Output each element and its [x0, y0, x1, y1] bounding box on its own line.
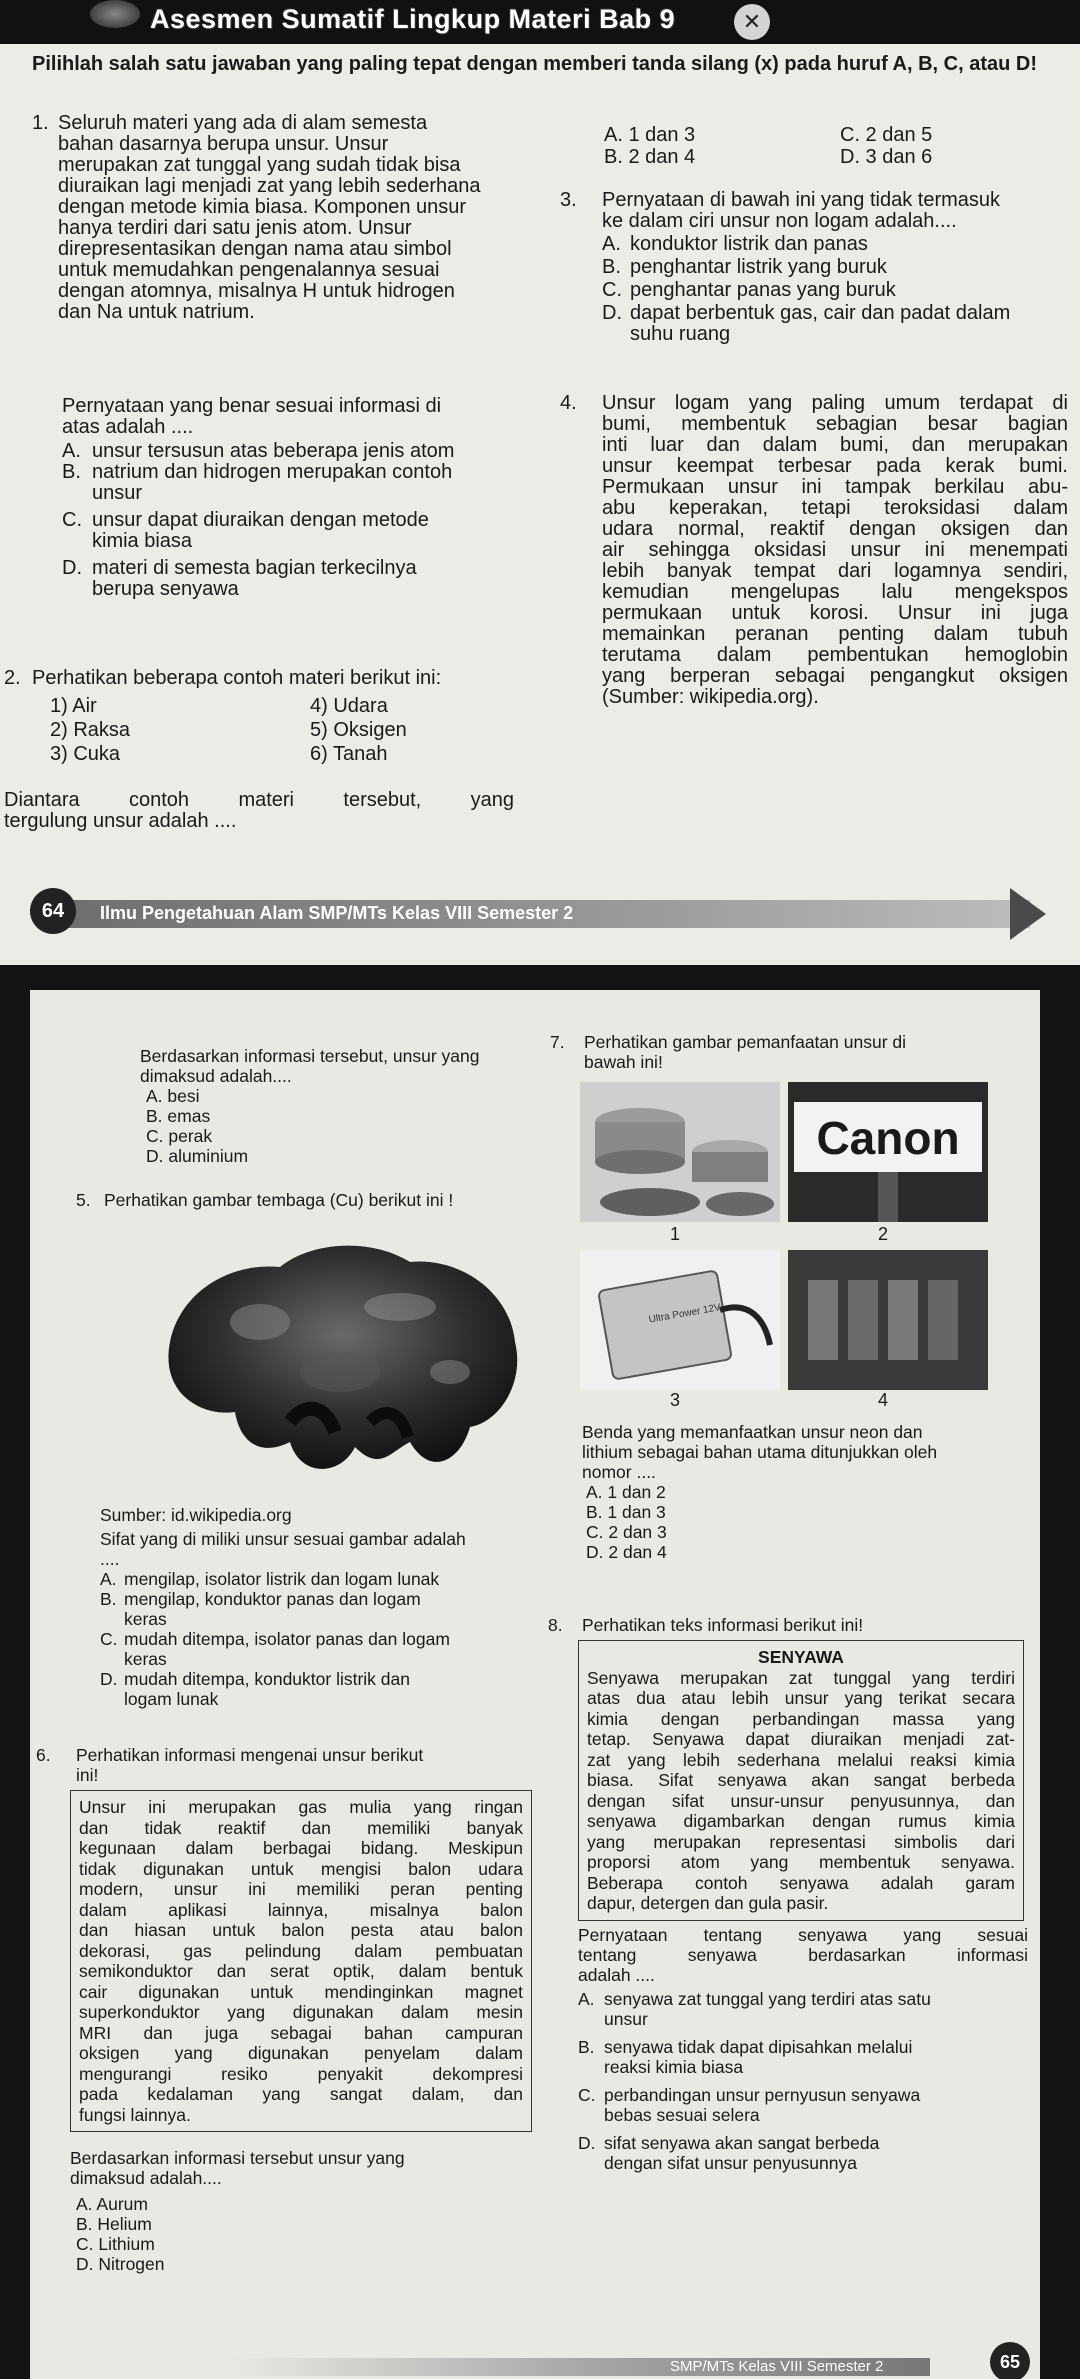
cookware-image [580, 1082, 780, 1222]
q6-box-line: mengurangi resiko penyakit dekompresi [79, 2063, 523, 2084]
q1-prompt: Pernyataan yang benar sesuai informasi di [62, 395, 442, 417]
option-c[interactable]: C. unsur dapat diuraikan dengan metode [62, 509, 429, 531]
q6-prompt: Berdasarkan informasi tersebut unsur yang [70, 2148, 405, 2168]
q4-line: memainkan peranan penting dalam tubuh [602, 623, 1068, 645]
option-c[interactable]: C. 2 dan 3 [586, 1522, 667, 1542]
q1-line: direpresentasikan dengan nama atau simbol [58, 238, 452, 260]
q8-prompt: adalah .... [578, 1965, 655, 1985]
q3-stem: Pernyataan di bawah ini yang tidak termasuk [602, 189, 1001, 211]
option-d[interactable]: D. sifat senyawa akan sangat berbeda [578, 2133, 880, 2153]
option-b-cont: reaksi kimia biasa [604, 2057, 744, 2077]
q1-line: bahan dasarnya berupa unsur. Unsur [58, 133, 389, 155]
q7-photo-grid [580, 1082, 990, 1412]
q4-line: udara normal, reaktif dengan oksigen dan [602, 518, 1068, 540]
page-number: 64 [30, 888, 76, 934]
copper-nugget-image [140, 1222, 540, 1487]
q7-body [582, 1422, 1032, 1562]
q8-body [578, 1925, 1028, 2173]
q3-stem: ke dalam ciri unsur non logam adalah.... [602, 210, 957, 232]
option-b[interactable]: B. mengilap, konduktor panas dan logam [100, 1589, 421, 1609]
instructions: Pilihlah salah satu jawaban yang paling tepat dengan memberi tanda silang (x) pada huruf A, B, C, atau D! [32, 53, 1037, 75]
q6-info-box [70, 1790, 532, 2132]
option-d[interactable]: D. aluminium [146, 1146, 249, 1166]
page-64 [0, 0, 1080, 965]
page-number: 65 [990, 2342, 1030, 2379]
q1-line: dengan metode kimia biasa. Komponen unsur [58, 196, 467, 218]
question-8 [548, 1615, 1028, 1635]
chapter-logo-icon [90, 0, 140, 28]
q4-line: Unsur logam yang paling umum terdapat di [602, 392, 1068, 414]
q2-items [50, 696, 480, 765]
option-d-cont: logam lunak [124, 1689, 219, 1709]
q2-stem: Perhatikan beberapa contoh materi berikut ini: [32, 667, 442, 689]
q1-line: Seluruh materi yang ada di alam semesta [58, 112, 428, 134]
q6-body [70, 2148, 540, 2274]
q1-options [62, 441, 542, 600]
option-d[interactable]: D. 2 dan 4 [586, 1542, 667, 1562]
q8-box-line: Senyawa merupakan zat tunggal yang terdiri [587, 1667, 1015, 1688]
question-number: 8. [548, 1615, 563, 1635]
q8-box-line: dapur, detergen dan gula pasir. [587, 1893, 829, 1913]
q8-box-line: atas dua atau lebih unsur yang terikat secara [587, 1688, 1015, 1708]
q6-box-line: dan tidak reaktif dan memiliki banyak [79, 1817, 523, 1838]
title-banner [0, 0, 1080, 44]
answer-option[interactable]: B. 2 dan 4 [604, 146, 696, 168]
neon-sign-image [788, 1082, 988, 1222]
q8-box-line: kimia dengan perbandingan massa yang [587, 1708, 1015, 1729]
q8-box-line: tetap. Senyawa dapat diuraikan menjadi zat- [587, 1729, 1015, 1749]
q2-item: 4) Udara [310, 695, 388, 717]
question-number: 6. [36, 1745, 51, 1765]
battery-label: Ultra Power 12V [647, 1302, 722, 1326]
option-c-cont: bebas sesuai selera [604, 2105, 760, 2125]
q8-stem: Perhatikan teks informasi berikut ini! [582, 1615, 864, 1635]
q1-line: dengan atomnya, misalnya H untuk hidrogen [58, 280, 455, 302]
q5-body [100, 1505, 570, 1709]
option-c[interactable]: C. penghantar panas yang buruk [602, 279, 896, 301]
q4-line: inti luar dan dalam bumi, dan merupakan [602, 434, 1068, 456]
question-6 [36, 1745, 536, 1785]
option-d-cont: dengan sifat unsur penyusunnya [604, 2153, 857, 2173]
q6-prompt: dimaksud adalah.... [70, 2168, 222, 2188]
option-d-cont: suhu ruang [630, 323, 731, 345]
question-number: 3. [560, 189, 577, 211]
option-a[interactable]: A. 1 dan 2 [586, 1482, 666, 1502]
q2-item: 3) Cuka [50, 743, 121, 765]
q2-item: 2) Raksa [50, 719, 131, 741]
q7-prompt: Benda yang memanfaatkan unsur neon dan [582, 1422, 923, 1442]
q4-line: unsur keempat terbesar pada kerak bumi. [602, 455, 1068, 477]
q8-prompt: tentang senyawa berdasarkan informasi [578, 1945, 1028, 1965]
q8-box-line: biasa. Sifat senyawa akan sangat berbeda [587, 1770, 1015, 1790]
option-b[interactable]: B. emas [146, 1106, 211, 1126]
tubes-image [788, 1250, 988, 1390]
question-number: 1. [32, 112, 49, 134]
page-64-footer [0, 878, 1080, 938]
q8-prompt: Pernyataan tentang senyawa yang sesuai [578, 1925, 1028, 1945]
q2-item: 5) Oksigen [310, 719, 407, 741]
question-7 [550, 1032, 1030, 1072]
q6-box-line: fungsi lainnya. [79, 2104, 191, 2125]
option-d[interactable]: D. materi di semesta bagian terkecilnya [62, 557, 417, 579]
q8-info-box [578, 1640, 1024, 1921]
option-a[interactable]: A. senyawa zat tunggal yang terdiri atas satu [578, 1989, 931, 2009]
q4-line: lebih banyak tempat dari logamnya sendiri, [602, 560, 1068, 582]
photo-label: 3 [669, 1390, 680, 1410]
q8-box-line: dengan sifat unsur-unsur penyusunnya, dan [587, 1790, 1015, 1811]
q6-box-line: dalam aplikasi lainnya, misalnya balon [79, 1899, 523, 1920]
battery-image [580, 1250, 780, 1390]
answer-option[interactable]: C. 2 dan 5 [840, 124, 933, 146]
q2-prompt: Diantara contoh materi tersebut, yang [4, 789, 514, 811]
photo-label: 1 [669, 1224, 680, 1244]
answer-option[interactable]: A. 1 dan 3 [604, 124, 696, 146]
page-title: Asesmen Sumatif Lingkup Materi Bab 9 [150, 4, 676, 34]
q7-prompt: lithium sebagai bahan utama ditunjukkan oleh [582, 1442, 938, 1462]
q4-line: terutama dalam pembentukan hemoglobin [602, 644, 1068, 666]
q8-box-line: proporsi atom yang membentuk senyawa. [587, 1852, 1015, 1872]
q6-box-line: semikonduktor dan serat optik, dalam bentuk [79, 1961, 523, 1981]
answer-option[interactable]: D. 3 dan 6 [840, 146, 933, 168]
q4-line: Permukaan unsur ini tampak berkilau abu- [602, 476, 1068, 498]
q6-stem: ini! [76, 1765, 99, 1785]
option-c[interactable]: C. perbandingan unsur pernyusun senyawa [578, 2085, 921, 2105]
footer-text: SMP/MTs Kelas VIII Semester 2 [670, 2358, 884, 2375]
q5-stem: Perhatikan gambar tembaga (Cu) berikut ini ! [104, 1190, 454, 1210]
q5-prompt: Sifat yang di miliki unsur sesuai gambar adalah [100, 1529, 466, 1549]
question-number: 7. [550, 1032, 565, 1052]
q6-box-line: superkonduktor yang digunakan dalam mesin [79, 2002, 523, 2022]
photo-label: 2 [877, 1224, 888, 1244]
q4-line: kemudian mengelupas lalu mengekspos [602, 581, 1068, 603]
q4-line: abu keperakan, tetapi teroksidasi dalam [602, 497, 1068, 519]
option-b-cont: unsur [92, 482, 143, 504]
q8-box-line: senyawa digambarkan dengan rumus kimia [587, 1811, 1015, 1831]
q1-line: dan Na untuk natrium. [58, 301, 255, 323]
q2-item: 1) Air [50, 695, 97, 717]
q6-box-line: tidak digunakan untuk mengisi balon udara [79, 1858, 523, 1879]
option-a[interactable]: A. Aurum [76, 2194, 148, 2214]
q1-answer-options [604, 125, 1044, 168]
q1-line: untuk memudahkan pengenalannya sesuai [58, 259, 440, 281]
page-65 [30, 990, 1040, 2379]
option-a[interactable]: A. unsur tersusun atas beberapa jenis atom [62, 440, 455, 462]
q4-continuation [140, 1046, 560, 1166]
q6-stem: Perhatikan informasi mengenai unsur berikut [76, 1745, 424, 1765]
q6-box-line: oksigen yang digunakan penyelam dalam [79, 2043, 523, 2063]
q1-line: merupakan zat tunggal yang sudah tidak bisa [58, 154, 461, 176]
q5-prompt: .... [100, 1549, 120, 1569]
option-c-cont: kimia biasa [92, 530, 193, 552]
option-d[interactable]: D. dapat berbentuk gas, cair dan padat dalam [602, 302, 1011, 324]
q7-stem: Perhatikan gambar pemanfaatan unsur di [584, 1032, 907, 1052]
footer-arrow-icon [1010, 888, 1046, 940]
option-b[interactable]: B. penghantar listrik yang buruk [602, 256, 887, 278]
q4-line: permukaan untuk korosi. Unsur ini juga [602, 602, 1068, 624]
q2-prompt: tergulung unsur adalah .... [4, 810, 237, 832]
q4-source: (Sumber: wikipedia.org). [602, 686, 819, 708]
option-a[interactable]: A. mengilap, isolator listrik dan logam lunak [100, 1569, 440, 1589]
q6-box-line: modern, unsur ini memiliki peran penting [79, 1879, 523, 1899]
option-b[interactable]: B. 1 dan 3 [586, 1502, 666, 1522]
q1-line: hanya terdiri dari satu jenis atom. Unsur [58, 217, 412, 239]
q6-box-line: dekorasi, gas pelindung dalam pembuatan [79, 1940, 523, 1961]
option-a-cont: unsur [604, 2009, 648, 2029]
option-d[interactable]: D. Nitrogen [76, 2254, 165, 2274]
close-icon[interactable]: ✕ [734, 4, 770, 40]
q7-prompt: nomor .... [582, 1462, 656, 1482]
question-number: 4. [560, 392, 577, 414]
q4-prompt: Berdasarkan informasi tersebut, unsur yang [140, 1046, 480, 1066]
q2-item: 6) Tanah [310, 743, 388, 765]
question-5 [76, 1190, 576, 1210]
q5-source: Sumber: id.wikipedia.org [100, 1505, 292, 1525]
canon-logo: Canon [816, 1112, 960, 1164]
q4-line: air sehingga oksidasi unsur ini menempati [602, 539, 1068, 561]
q1-line: diuraikan lagi menjadi zat yang lebih sederhana [58, 175, 481, 197]
photo-label: 4 [877, 1390, 888, 1410]
option-b[interactable]: B. Helium [76, 2214, 152, 2234]
q6-box-line: Unsur ini merupakan gas mulia yang ringan [79, 1797, 523, 1817]
option-d[interactable]: D. mudah ditempa, konduktor listrik dan [100, 1669, 410, 1689]
q6-box-line: cair digunakan untuk mendinginkan magnet [79, 1981, 523, 2002]
q8-box-line: zat yang lebih sederhana melalui reaksi kimia [587, 1749, 1015, 1770]
q4-line: bumi, membentuk sebagian besar bagian [602, 413, 1068, 435]
q8-box-line: yang merupakan representasi simbolis dari [587, 1831, 1015, 1852]
q6-box-line: dan hiasan untuk balon pesta atau balon [79, 1920, 523, 1940]
q1-prompt: atas adalah .... [62, 416, 194, 438]
q4-line: yang berperan sebagai pengangkut oksigen [602, 665, 1068, 687]
option-b[interactable]: B. senyawa tidak dapat dipisahkan melalui [578, 2037, 913, 2057]
q4-prompt: dimaksud adalah.... [140, 1066, 292, 1086]
option-c[interactable]: C. Lithium [76, 2234, 155, 2254]
q6-box-line: MRI dan juga sebagai bahan campuran [79, 2022, 523, 2043]
option-c[interactable]: C. mudah ditempa, isolator panas dan logam [100, 1629, 450, 1649]
question-number: 2. [4, 667, 21, 689]
option-b[interactable]: B. natrium dan hidrogen merupakan contoh [62, 461, 453, 483]
question-2 [4, 667, 544, 832]
option-a[interactable]: A. besi [146, 1086, 200, 1106]
option-a[interactable]: A. konduktor listrik dan panas [602, 233, 868, 255]
question-number: 5. [76, 1190, 91, 1210]
q8-box-title: SENYAWA [758, 1647, 844, 1667]
q6-box-line: kegunaan dalam berbagai bidang. Meskipun [79, 1838, 523, 1858]
question-3 [560, 190, 1070, 345]
footer-text: Ilmu Pengetahuan Alam SMP/MTs Kelas VIII Semester 2 [100, 903, 574, 923]
page-65-footer [30, 2342, 1040, 2379]
option-b-cont: keras [124, 1609, 167, 1629]
option-c-cont: keras [124, 1649, 167, 1669]
option-d-cont: berupa senyawa [92, 578, 239, 600]
q6-box-line: pada kedalaman yang sangat dalam, dan [79, 2084, 523, 2104]
q8-box-line: Beberapa contoh senyawa adalah garam [587, 1872, 1015, 1893]
q7-stem: bawah ini! [584, 1052, 663, 1072]
option-c[interactable]: C. perak [146, 1126, 213, 1146]
